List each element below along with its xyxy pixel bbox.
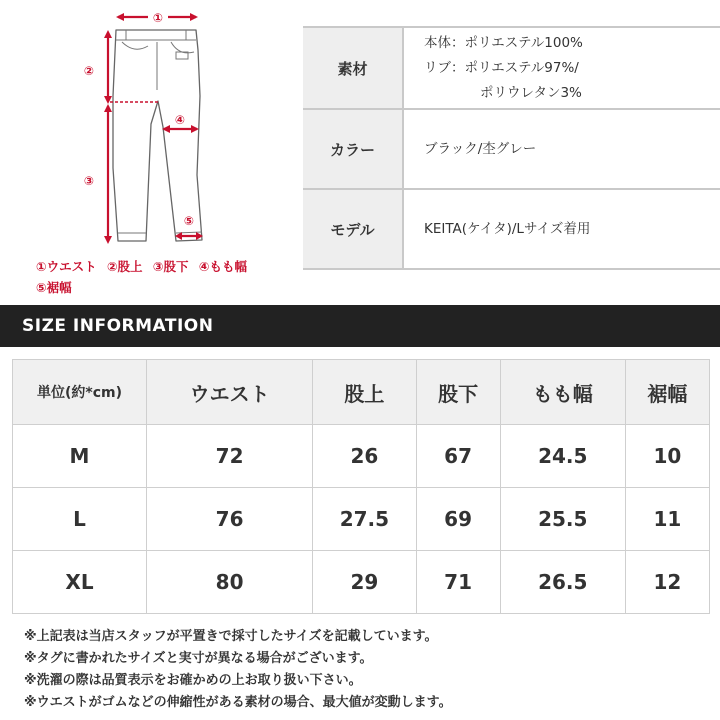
cell-rise: 26: [313, 425, 416, 488]
notes-list: [24, 626, 452, 714]
legend-rise: ②股上: [106, 259, 143, 274]
table-row: [13, 551, 710, 614]
header-inseam: 股下: [416, 360, 500, 425]
spec-row-material: [303, 27, 720, 109]
cell-thigh: 26.5: [500, 551, 625, 614]
legend-waist: ①ウエスト: [36, 259, 97, 274]
spec-row-color: [303, 109, 720, 189]
spec-value-material: [403, 27, 720, 109]
cell-hem: 10: [625, 425, 709, 488]
cell-inseam: 69: [416, 488, 500, 551]
measurement-diagram: [0, 0, 300, 300]
cell-waist: 80: [147, 551, 313, 614]
header-waist: ウエスト: [147, 360, 313, 425]
cell-thigh: 24.5: [500, 425, 625, 488]
size-table: [12, 359, 710, 614]
size-table-header: [13, 360, 710, 425]
spec-label-material: 素材: [303, 27, 403, 109]
material-line: ポリウレタン3%: [480, 84, 582, 101]
material-line: リブ：ポリエステル97%/: [424, 59, 579, 76]
spec-value-model: KEITA(ケイタ)/Lサイズ着用: [403, 189, 720, 269]
legend-thigh: ④もも幅: [198, 259, 247, 274]
size-name: M: [13, 425, 147, 488]
size-name: L: [13, 488, 147, 551]
legend-inseam: ③股下: [152, 259, 189, 274]
note-item: ※タグに書かれたサイズと実寸が異なる場合がございます。: [24, 651, 373, 666]
legend-hem: ⑤裾幅: [36, 280, 72, 295]
header-rise: 股上: [313, 360, 416, 425]
cell-hem: 11: [625, 488, 709, 551]
size-name: XL: [13, 551, 147, 614]
spec-label-color: カラー: [303, 109, 403, 189]
label-hem: ⑤: [183, 214, 195, 228]
table-row: [13, 488, 710, 551]
cell-waist: 76: [147, 488, 313, 551]
cell-rise: 29: [313, 551, 416, 614]
cell-inseam: 71: [416, 551, 500, 614]
product-spec-table: [303, 26, 720, 270]
note-item: ※洗濯の際は品質表示をお確かめの上お取り扱い下さい。: [24, 673, 362, 688]
spec-label-model: モデル: [303, 189, 403, 269]
measurement-legend: [36, 256, 286, 298]
spec-row-model: [303, 189, 720, 269]
header-thigh: もも幅: [500, 360, 625, 425]
header-hem: 裾幅: [625, 360, 709, 425]
note-item: ※上記表は当店スタッフが平置きで採寸したサイズを記載しています。: [24, 629, 438, 644]
cell-thigh: 25.5: [500, 488, 625, 551]
label-rise: ②: [83, 64, 95, 78]
material-line: 本体：ポリエステル100%: [424, 34, 583, 51]
note-item: ※ウエストがゴムなどの伸縮性がある素材の場合、最大値が変動します。: [24, 695, 452, 710]
cell-waist: 72: [147, 425, 313, 488]
header-unit: 単位(約*cm): [13, 360, 147, 425]
table-row: [13, 425, 710, 488]
pants-illustration: [0, 0, 300, 260]
size-info-banner: SIZE INFORMATION: [0, 305, 720, 347]
cell-rise: 27.5: [313, 488, 416, 551]
label-inseam: ③: [83, 174, 95, 188]
label-thigh: ④: [174, 113, 186, 127]
cell-inseam: 67: [416, 425, 500, 488]
cell-hem: 12: [625, 551, 709, 614]
spec-value-color: ブラック/杢グレー: [403, 109, 720, 189]
label-waist: ①: [152, 11, 164, 25]
